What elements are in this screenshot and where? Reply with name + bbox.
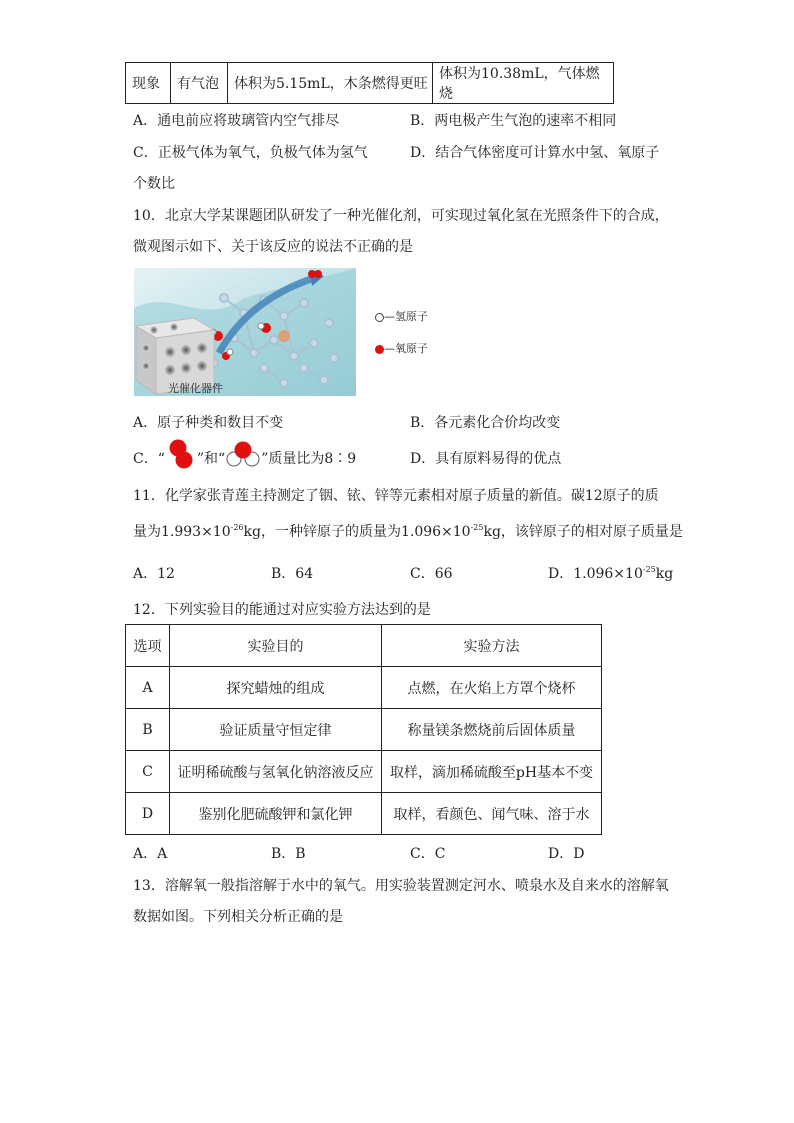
experiment-table xyxy=(125,624,602,835)
q13-stem-line1: 13．溶解氧一般指溶解于水中的氧气。用实验装置测定河水、喷泉水及自来水的溶解氧 xyxy=(133,878,669,894)
q12-option-d: D．D xyxy=(548,846,585,862)
q9-option-b: B．两电极产生气泡的速率不相同 xyxy=(410,113,617,129)
q12-stem: 12．下列实验目的能通过对应实验方法达到的是 xyxy=(133,602,431,618)
q11-exp1: -26 xyxy=(230,523,244,532)
q12-option-c: C．C xyxy=(410,846,446,862)
figure-caption: 光催化器件 xyxy=(168,382,223,395)
table-row xyxy=(126,751,602,793)
table-row xyxy=(126,793,602,835)
q11-mass-zn: kg，一种锌原子的质量为1.096×10 xyxy=(243,524,471,540)
hydrogen-atom-icon xyxy=(375,313,384,322)
oxygen-atom-icon xyxy=(375,345,384,354)
table-row xyxy=(126,709,602,751)
q11-stem-line1: 11．化学家张青莲主持测定了铟、铱、锌等元素相对原子质量的新值。碳12原子的质 xyxy=(133,488,659,504)
table-cell: 体积为10.38mL，气体燃烧 xyxy=(433,63,614,104)
q10-c-suffix: ”质量比为8∶9 xyxy=(261,451,357,467)
q11-option-a: A．12 xyxy=(133,566,175,582)
q10-c-prefix: C．“ xyxy=(133,451,165,467)
legend-hydrogen-label: —氢原子 xyxy=(384,310,428,323)
table-row xyxy=(126,667,602,709)
q9-option-d: D．结合气体密度可计算水中氢、氧原子 xyxy=(410,145,660,161)
table-cell: C xyxy=(126,751,170,793)
table-cell: A xyxy=(126,667,170,709)
table-cell: D xyxy=(126,793,170,835)
table-cell: 有气泡 xyxy=(171,63,228,104)
q10-option-a: A．原子种类和数目不变 xyxy=(133,415,284,431)
q10-option-d: D．具有原料易得的优点 xyxy=(410,451,562,467)
q11-d-value: D．1.096×10 xyxy=(548,566,643,582)
table-cell: 验证质量守恒定律 xyxy=(170,709,382,751)
table-cell: 称量镁条燃烧前后固体质量 xyxy=(382,709,602,751)
q10-c-mid: ”和“ xyxy=(196,451,226,467)
q13-stem-line2: 数据如图。下列相关分析正确的是 xyxy=(133,909,343,925)
q10-stem-line2: 微观图示如下、关于该反应的说法不正确的是 xyxy=(133,239,413,255)
q12-option-b: B．B xyxy=(271,846,306,862)
q11-stem-end: kg，该锌原子的相对原子质量是 xyxy=(483,524,683,540)
q11-mass-c12: 量为1.993×10 xyxy=(133,524,231,540)
q9-option-c: C．正极气体为氧气，负极气体为氢气 xyxy=(133,145,368,161)
q11-stem-line2 xyxy=(133,521,683,541)
q11-d-unit: kg xyxy=(655,566,674,582)
table-cell: 证明稀硫酸与氢氧化钠溶液反应 xyxy=(170,751,382,793)
table-header-row xyxy=(126,625,602,667)
observation-table xyxy=(125,62,614,104)
q10-option-b: B．各元素化合价均改变 xyxy=(410,415,561,431)
q9-option-d-cont: 个数比 xyxy=(133,176,175,192)
q11-option-c: C．66 xyxy=(410,566,453,582)
header-cell: 选项 xyxy=(126,625,170,667)
header-cell: 实验方法 xyxy=(382,625,602,667)
molecular-diagram xyxy=(134,268,356,396)
table-cell: 鉴别化肥硫酸钾和氯化钾 xyxy=(170,793,382,835)
table-cell: 探究蜡烛的组成 xyxy=(170,667,382,709)
legend-hydrogen xyxy=(375,308,428,324)
table-cell: 取样，看颜色、闻气味、溶于水 xyxy=(382,793,602,835)
q10-option-c xyxy=(133,448,356,470)
table-cell: 点燃，在火焰上方罩个烧杯 xyxy=(382,667,602,709)
q11-exp2: -25 xyxy=(470,523,484,532)
water-molecule-icon xyxy=(225,439,261,469)
header-cell: 实验目的 xyxy=(170,625,382,667)
q11-option-b: B．64 xyxy=(271,566,314,582)
photocatalyst-figure xyxy=(134,268,356,396)
table-row xyxy=(126,63,614,104)
row-label-cell: 现象 xyxy=(126,63,171,104)
table-cell: 体积为5.15mL，木条燃得更旺 xyxy=(228,63,433,104)
q11-d-exp: -25 xyxy=(642,565,656,574)
q9-option-a: A．通电前应将玻璃管内空气排尽 xyxy=(133,113,340,129)
q10-stem-line1: 10．北京大学某课题团队研发了一种光催化剂，可实现过氧化氢在光照条件下的合成， xyxy=(133,208,669,224)
legend-oxygen xyxy=(375,340,428,356)
q11-option-d xyxy=(548,563,673,583)
oxygen-molecule-icon xyxy=(165,438,197,470)
legend-oxygen-label: —氧原子 xyxy=(384,342,428,355)
table-cell: B xyxy=(126,709,170,751)
q12-option-a: A．A xyxy=(133,846,168,862)
table-cell: 取样，滴加稀硫酸至pH基本不变 xyxy=(382,751,602,793)
